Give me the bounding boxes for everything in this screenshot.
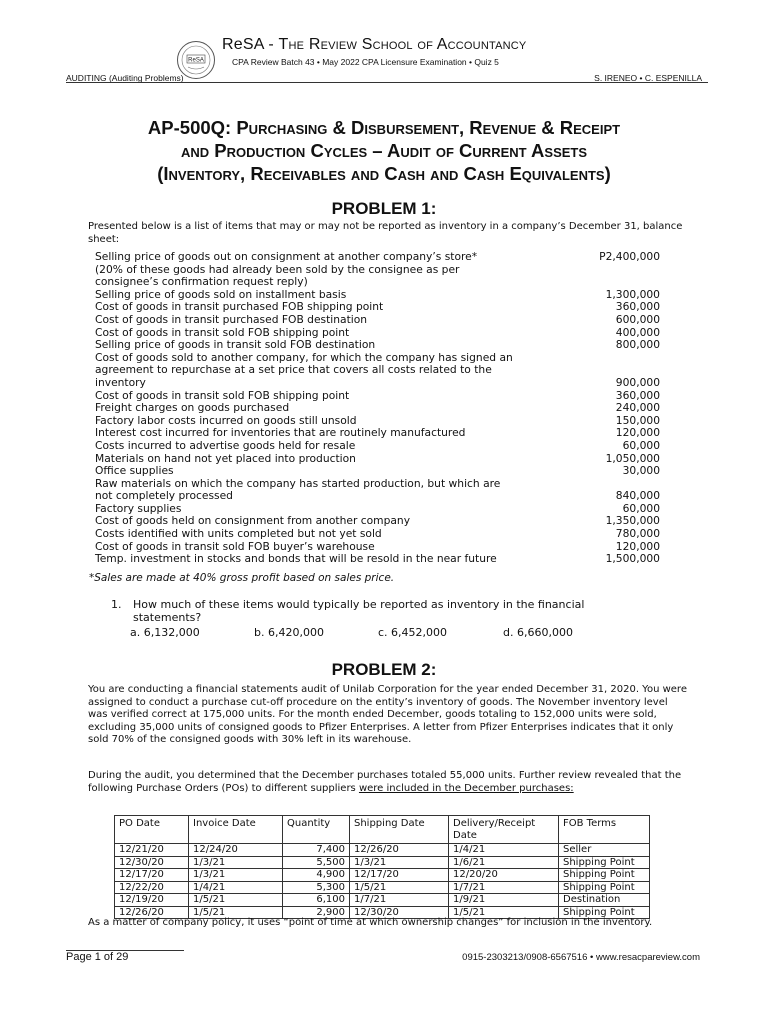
item-amount: 780,000	[615, 527, 660, 541]
table-cell: 12/20/20	[449, 869, 559, 882]
choice-d: d. 6,660,000	[503, 626, 573, 639]
item-amount: 360,000	[615, 388, 660, 402]
item-amount: 60,000	[622, 501, 660, 515]
item-description: Cost of goods in transit sold FOB shipping point	[95, 388, 350, 402]
item-amount: 360,000	[615, 300, 660, 314]
item-description: Costs identified with units completed but not yet sold	[95, 527, 382, 541]
item-amount: 150,000	[615, 413, 660, 427]
item-description: Cost of goods in transit sold FOB buyer’s warehouse	[95, 539, 375, 553]
table-cell: Shipping Point	[559, 906, 650, 919]
table-cell: 12/30/20	[350, 906, 449, 919]
item-amount: 1,500,000	[605, 552, 660, 566]
item-description: Selling price of goods sold on installment basis	[95, 287, 347, 301]
item-description: Selling price of goods out on consignment at another company’s store* (20% of these goods had already been sold by the consignee as per consignee’s confirmation request reply)	[95, 250, 478, 289]
purchase-orders-table	[114, 815, 650, 919]
col-quantity: Quantity	[283, 816, 350, 844]
question-number: 1.	[111, 598, 122, 611]
problem-2-paragraph-2: During the audit, you determined that the December purchases totaled 55,000 units. Further review revealed that the following Purchase Orders (POs) to different suppliers were included in the December purchases:	[88, 770, 682, 794]
table-row	[115, 894, 650, 907]
table-cell: 12/17/20	[115, 869, 189, 882]
table-cell: 1/5/21	[189, 906, 283, 919]
item-amount: 800,000	[615, 338, 660, 352]
item-description: Factory labor costs incurred on goods still unsold	[95, 413, 357, 427]
item-amount: 30,000	[622, 464, 660, 478]
item-description: Materials on hand not yet placed into production	[95, 451, 356, 465]
document-title-line-3: (Inventory, Receivables and Cash and Cash Equivalents)	[157, 163, 611, 184]
table-cell: 1/3/21	[189, 869, 283, 882]
problem-1-intro: Presented below is a list of items that may or may not be reported as inventory in a company’s December 31, balance sheet:	[88, 221, 683, 245]
problem-2-paragraph-1: You are conducting a financial statements audit of Unilab Corporation for the year ended December 31, 2020. You were assigned to conduct a purchase cut-off procedure on the entity’s inventory of goods. The November inventory level was verified correct at 175,000 units. For the month ended December, goods totaling to 152,000 units were sold, excluding 35,000 units of consigned goods to Pfizer Enterprises. A letter from Pfizer Enterprises indicates that it only sold 70% of the consigned goods with 30% left in its warehouse.	[88, 684, 687, 745]
item-description: Cost of goods in transit purchased FOB destination	[95, 312, 368, 326]
table-cell: 1/5/21	[449, 906, 559, 919]
inventory-items-list	[95, 251, 660, 566]
item-amount: P2,400,000	[599, 250, 660, 263]
item-description: Raw materials on which the company has started production, but which are not completely processed	[95, 476, 501, 503]
table-cell: 1/3/21	[350, 856, 449, 869]
item-description: Cost of goods in transit purchased FOB shipping point	[95, 300, 384, 314]
table-cell: 1/7/21	[350, 894, 449, 907]
col-po-date: PO Date	[115, 816, 189, 844]
table-cell: 5,500	[283, 856, 350, 869]
item-description: Factory supplies	[95, 501, 182, 515]
choice-a: a. 6,132,000	[130, 626, 200, 639]
problem-1-heading: PROBLEM 1:	[331, 199, 437, 218]
question-text: How much of these items would typically be reported as inventory in the financial statements?	[133, 598, 585, 624]
inventory-item	[95, 339, 660, 352]
inventory-item	[95, 251, 660, 289]
inventory-item	[95, 440, 660, 453]
inventory-item	[95, 352, 660, 390]
table-cell: Shipping Point	[559, 881, 650, 894]
page-number: Page 1 of 29	[66, 951, 129, 963]
table-cell: 1/4/21	[449, 844, 559, 857]
contact-info: 0915-2303213/0908-6567516 • www.resacpareview.com	[462, 952, 700, 963]
document-title-line-1: AP-500Q: Purchasing & Disbursement, Revenue & Receipt	[147, 117, 621, 138]
table-cell: 1/6/21	[449, 856, 559, 869]
inventory-item	[95, 553, 660, 566]
item-description: Costs incurred to advertise goods held for resale	[95, 438, 356, 452]
problem-2-heading: PROBLEM 2:	[331, 660, 437, 679]
item-description: Office supplies	[95, 464, 174, 478]
table-cell: 5,300	[283, 881, 350, 894]
subject-label: AUDITING (Auditing Problems)	[66, 73, 184, 83]
item-amount: 900,000	[615, 375, 660, 389]
header-divider	[66, 82, 708, 83]
table-cell: Shipping Point	[559, 869, 650, 882]
table-cell: 12/22/20	[115, 881, 189, 894]
document-title-line-2: and Production Cycles – Audit of Current Assets	[180, 140, 588, 161]
item-amount: 1,300,000	[605, 287, 660, 301]
school-subtitle: CPA Review Batch 43 • May 2022 CPA Licensure Examination • Quiz 5	[232, 57, 499, 67]
col-delivery-date: Delivery/Receipt Date	[449, 816, 559, 844]
question-1	[111, 598, 651, 624]
authors-label: S. IRENEO • C. ESPENILLA	[594, 73, 702, 83]
table-cell: 1/4/21	[189, 881, 283, 894]
col-invoice-date: Invoice Date	[189, 816, 283, 844]
inventory-item	[95, 478, 660, 503]
item-description: Freight charges on goods purchased	[95, 401, 290, 415]
item-description: Interest cost incurred for inventories that are routinely manufactured	[95, 426, 466, 440]
table-cell: 1/5/21	[189, 894, 283, 907]
table-cell: 4,900	[283, 869, 350, 882]
table-cell: 12/17/20	[350, 869, 449, 882]
col-fob-terms: FOB Terms	[559, 816, 650, 844]
table-row	[115, 881, 650, 894]
table-cell: Seller	[559, 844, 650, 857]
table-cell: 12/21/20	[115, 844, 189, 857]
problem-2-paragraph-3: As a matter of company policy, it uses “point of time at which ownership changes” for inclusion in the inventory.	[88, 917, 653, 928]
inventory-item	[95, 465, 660, 478]
table-cell: 1/5/21	[350, 881, 449, 894]
item-description: Cost of goods held on consignment from another company	[95, 514, 411, 528]
inventory-item	[95, 402, 660, 415]
item-amount: 120,000	[615, 539, 660, 553]
table-cell: 12/26/20	[350, 844, 449, 857]
table-row	[115, 856, 650, 869]
table-cell: 12/24/20	[189, 844, 283, 857]
item-description: Temp. investment in stocks and bonds that will be resold in the near future	[95, 552, 497, 566]
item-description: Cost of goods in transit sold FOB shipping point	[95, 325, 350, 339]
table-cell: 7,400	[283, 844, 350, 857]
item-amount: 60,000	[622, 438, 660, 452]
inventory-item	[95, 314, 660, 327]
item-description: Cost of goods sold to another company, for which the company has signed an agreement to repurchase at a set price that covers all costs related to the inventory	[95, 350, 513, 389]
table-cell: 1/9/21	[449, 894, 559, 907]
item-amount: 1,050,000	[605, 451, 660, 465]
inventory-item	[95, 528, 660, 541]
item-amount: 600,000	[615, 312, 660, 326]
school-title: ReSA - The Review School of Accountancy	[222, 36, 527, 53]
table-cell: Destination	[559, 894, 650, 907]
svg-text:ReSA: ReSA	[188, 57, 204, 64]
sales-footnote: *Sales are made at 40% gross profit based on sales price.	[89, 572, 395, 584]
col-shipping-date: Shipping Date	[350, 816, 449, 844]
table-row	[115, 844, 650, 857]
table-cell: 2,900	[283, 906, 350, 919]
item-description: Selling price of goods in transit sold FOB destination	[95, 338, 376, 352]
table-cell: 1/7/21	[449, 881, 559, 894]
table-cell: 12/26/20	[115, 906, 189, 919]
table-cell: 12/19/20	[115, 894, 189, 907]
item-amount: 120,000	[615, 426, 660, 440]
item-amount: 1,350,000	[605, 514, 660, 528]
table-row	[115, 869, 650, 882]
item-amount: 840,000	[615, 489, 660, 503]
table-header-row	[115, 816, 650, 844]
table-cell: Shipping Point	[559, 856, 650, 869]
inventory-item	[95, 453, 660, 466]
choice-c: c. 6,452,000	[378, 626, 448, 639]
choice-b: b. 6,420,000	[254, 626, 324, 639]
item-amount: 240,000	[615, 401, 660, 415]
table-cell: 12/30/20	[115, 856, 189, 869]
table-cell: 6,100	[283, 894, 350, 907]
table-cell: 1/3/21	[189, 856, 283, 869]
item-amount: 400,000	[615, 325, 660, 339]
